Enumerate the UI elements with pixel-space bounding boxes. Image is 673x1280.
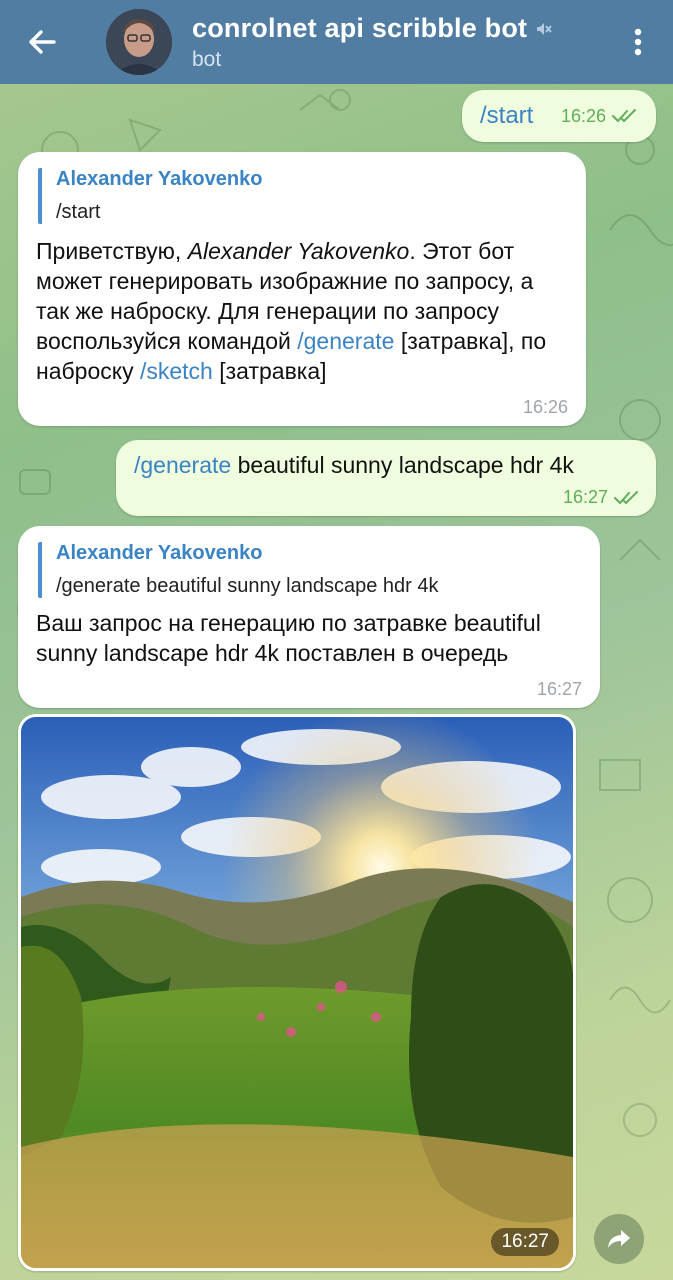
message-text: Ваш запрос на генерацию по затравке beautiful sunny landscape hdr 4k поставлен в очередь (36, 610, 541, 666)
message-time: 16:27 (536, 679, 582, 699)
landscape-image (21, 717, 573, 1268)
outgoing-message[interactable] (116, 440, 656, 516)
message-time: 16:26 (560, 105, 606, 126)
avatar[interactable] (106, 9, 172, 75)
outgoing-message[interactable] (462, 90, 656, 142)
reply-text: /generate beautiful sunny landscape hdr 4k (56, 575, 439, 597)
incoming-message[interactable] (18, 152, 586, 426)
reply-quote[interactable] (38, 168, 566, 224)
double-check-icon (614, 491, 640, 505)
reply-quote[interactable] (38, 542, 580, 598)
message-time: 16:27 (562, 487, 608, 507)
chat-title[interactable]: conrolnet api scribble bot (192, 12, 528, 43)
message-time: 16:26 (522, 397, 568, 417)
message-text: Приветствую, Alexander Yakovenko. Этот бот может генерировать изображние по запросу, а так же наброску. Для генерации по запросу воспользуйся командой /generate [затравка], по наброску /sketch [затравка] (36, 238, 547, 384)
sketch-command-link[interactable]: /sketch (139, 358, 213, 384)
chat-subtitle: bot (192, 47, 222, 71)
reply-text: /start (56, 201, 101, 223)
generate-command-link[interactable]: /generate (297, 328, 395, 354)
message-text: /generate beautiful sunny landscape hdr 4k (134, 452, 574, 478)
more-options-button[interactable] (603, 0, 673, 84)
reply-author: Alexander Yakovenko (56, 542, 263, 564)
share-button[interactable] (594, 1214, 644, 1264)
arrow-left-icon (27, 27, 57, 57)
double-check-icon (612, 109, 638, 123)
muted-speaker-icon (535, 20, 553, 38)
generate-command-link[interactable]: /generate (134, 452, 232, 478)
share-arrow-icon (607, 1228, 631, 1250)
incoming-message[interactable] (18, 526, 600, 708)
command-link[interactable]: /start (480, 102, 534, 129)
vertical-dots-icon (633, 27, 643, 57)
user-name: Alexander Yakovenko (187, 238, 410, 264)
reply-author: Alexander Yakovenko (56, 168, 263, 190)
chat-header (0, 0, 673, 84)
photo-time: 16:27 (491, 1228, 559, 1256)
avatar-image (106, 9, 172, 75)
back-button[interactable] (0, 0, 84, 84)
generated-image[interactable] (18, 714, 576, 1271)
